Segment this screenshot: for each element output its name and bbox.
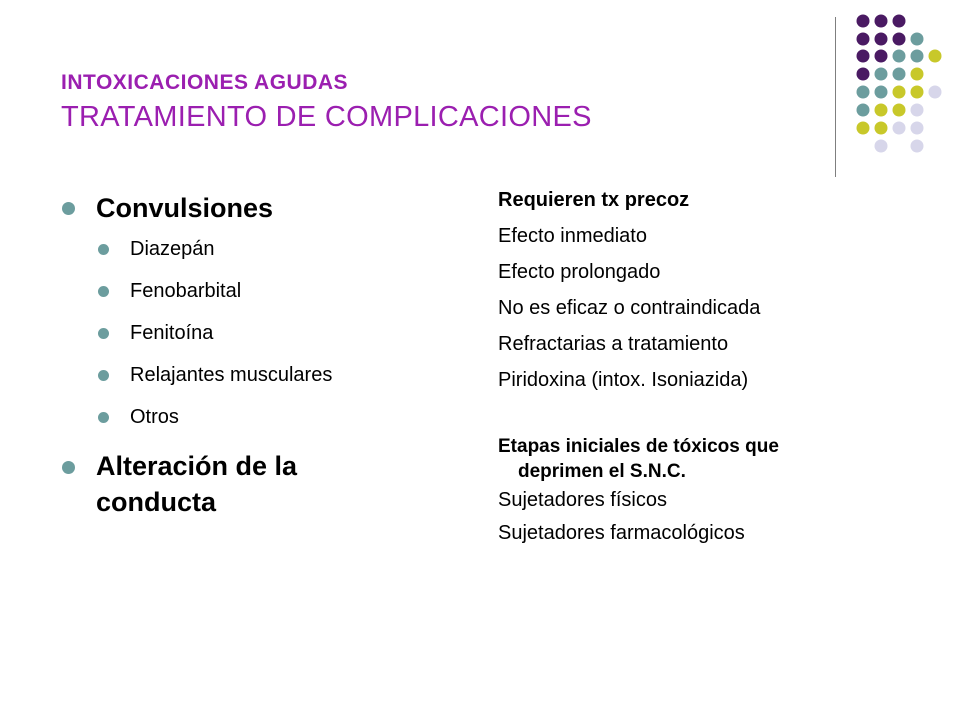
alteracion-line-2: conducta [96, 487, 217, 517]
etapas-heading [498, 434, 938, 484]
sub-item-label: Diazepán [130, 238, 215, 260]
sub-item-label: Otros [130, 406, 179, 428]
decorative-dot [875, 33, 888, 46]
right-column [498, 182, 938, 550]
decorative-dot [893, 15, 906, 28]
title-line-2: TRATAMIENTO DE COMPLICACIONES [61, 101, 592, 133]
right-item: Piridoxina (intox. Isoniazida) [498, 369, 749, 391]
right-item-2: Sujetadores farmacológicos [498, 522, 745, 544]
bullet-dot [98, 328, 109, 339]
right-heading: Requieren tx precoz [498, 189, 690, 211]
bullet-dot [62, 461, 75, 474]
decorative-dot [911, 50, 924, 63]
decorative-dot [911, 140, 924, 153]
bullet-alteracion [60, 448, 460, 520]
decorative-dot [875, 86, 888, 99]
sub-item [96, 354, 460, 396]
right-item: No es eficaz o contraindicada [498, 297, 761, 319]
decorative-dot [857, 50, 870, 63]
decorative-dot [893, 122, 906, 135]
decorative-dot [893, 86, 906, 99]
sub-item-label: Fenitoína [130, 322, 214, 344]
decorative-dot [857, 68, 870, 81]
decorative-dot [893, 50, 906, 63]
decorative-dot [893, 68, 906, 81]
decorative-dot [875, 50, 888, 63]
decorative-dot [857, 33, 870, 46]
sub-item-label: Fenobarbital [130, 280, 242, 302]
bullet-dot [62, 202, 75, 215]
decorative-dot [857, 86, 870, 99]
etapas-line-2: deprimen el S.N.C. [518, 461, 686, 482]
decorative-dot [929, 86, 942, 99]
right-item-2: Sujetadores físicos [498, 489, 667, 511]
sub-item-label: Relajantes musculares [130, 364, 333, 386]
right-item: Efecto inmediato [498, 225, 647, 247]
decorative-dot [911, 68, 924, 81]
sub-item [96, 312, 460, 354]
decorative-dot [875, 122, 888, 135]
convulsiones-sub-list [96, 228, 460, 438]
decorative-dot [857, 15, 870, 28]
decorative-dot [875, 68, 888, 81]
bullet-dot [98, 244, 109, 255]
decorative-dot [893, 104, 906, 117]
decorative-dot [875, 140, 888, 153]
decorative-dot [875, 15, 888, 28]
left-column [60, 188, 460, 520]
sub-item [96, 396, 460, 438]
decorative-dot [857, 122, 870, 135]
sub-item [96, 228, 460, 270]
sub-item [96, 270, 460, 312]
slide-title [61, 70, 821, 134]
bullet-dot [98, 370, 109, 381]
decorative-dot [857, 104, 870, 117]
alteracion-line-1: Alteración de la [96, 451, 298, 481]
bullet-convulsiones [60, 188, 460, 228]
bullet-dot [98, 286, 109, 297]
decorative-dot [875, 104, 888, 117]
decorative-dot [911, 104, 924, 117]
right-item: Refractarias a tratamiento [498, 333, 729, 355]
decorative-dot [911, 122, 924, 135]
decorative-dot [929, 50, 942, 63]
divider-line [835, 17, 836, 177]
title-line-1: INTOXICACIONES AGUDAS [61, 71, 349, 94]
right-item: Efecto prolongado [498, 261, 661, 283]
bullet-dot [98, 412, 109, 423]
convulsiones-label: Convulsiones [96, 193, 274, 223]
decorative-dot [893, 33, 906, 46]
decorative-dot [911, 33, 924, 46]
etapas-line-1: Etapas iniciales de tóxicos que [498, 436, 779, 457]
decorative-dot [911, 86, 924, 99]
